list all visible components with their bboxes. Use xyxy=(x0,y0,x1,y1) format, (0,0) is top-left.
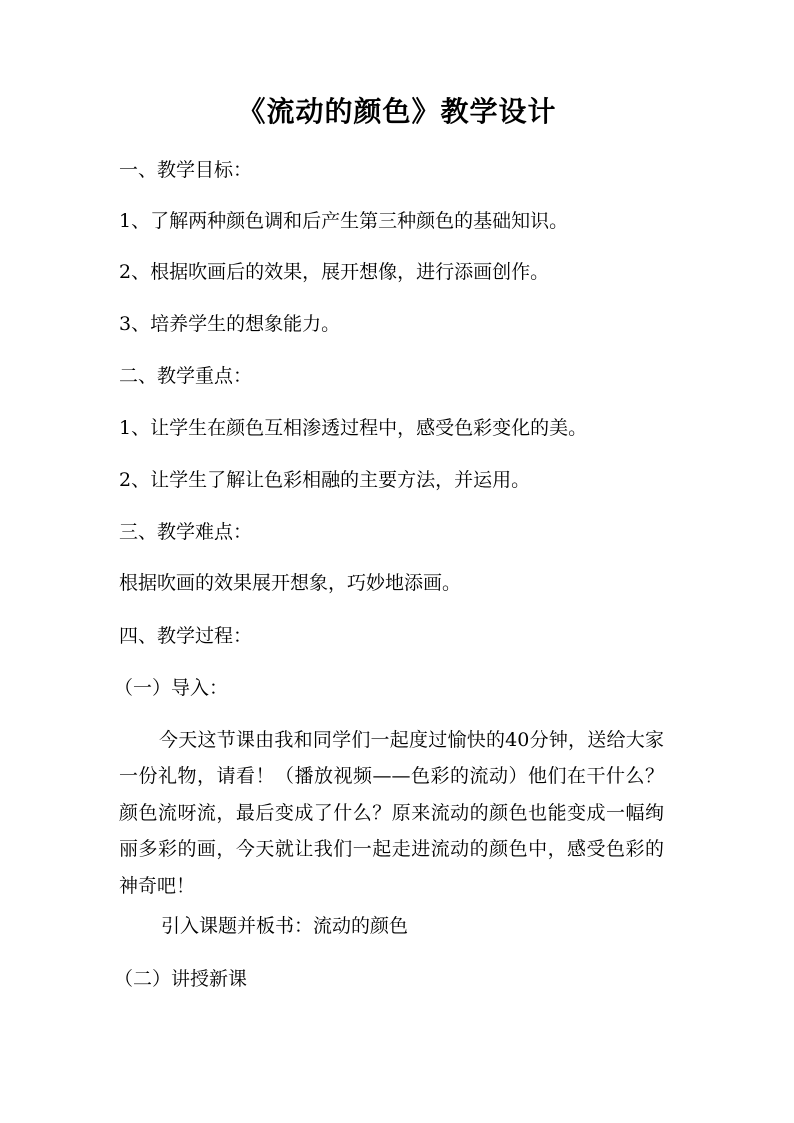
document-title: 《流动的颜色》教学设计 xyxy=(237,95,557,128)
difficulty-text: 根据吹画的效果展开想象，巧妙地添画。 xyxy=(119,572,462,594)
subheading-intro: （一）导入： xyxy=(114,677,229,699)
key-point-2: 2、让学生了解让色彩相融的主要方法，并运用。 xyxy=(119,469,531,491)
board-line: 引入课题并板书：流动的颜色 xyxy=(161,915,409,937)
objective-2: 2、根据吹画后的效果，展开想像，进行添画创作。 xyxy=(119,261,550,283)
objective-1: 1、了解两种颜色调和后产生第三种颜色的基础知识。 xyxy=(119,210,569,232)
key-point-1: 1、让学生在颜色互相渗透过程中，感受色彩变化的美。 xyxy=(119,417,588,439)
subheading-new-lesson: （二）讲授新课 xyxy=(114,968,248,990)
heading-key-points: 二、教学重点： xyxy=(119,365,253,387)
heading-objectives: 一、教学目标： xyxy=(119,159,253,181)
objective-3: 3、培养学生的想象能力。 xyxy=(119,313,341,335)
intro-paragraph: 今天这节课由我和同学们一起度过愉快的40分钟，送给大家一份礼物，请看！（播放视频——色彩的流动）他们在干什么？颜色流呀流，最后变成了什么？原来流动的颜色也能变成一幅绚丽多彩的画，今天就让我们一起走进流动的颜色中，感受色彩的神奇吧！ xyxy=(119,729,664,897)
heading-difficulties: 三、教学难点： xyxy=(119,521,253,543)
heading-process: 四、教学过程： xyxy=(119,625,253,647)
